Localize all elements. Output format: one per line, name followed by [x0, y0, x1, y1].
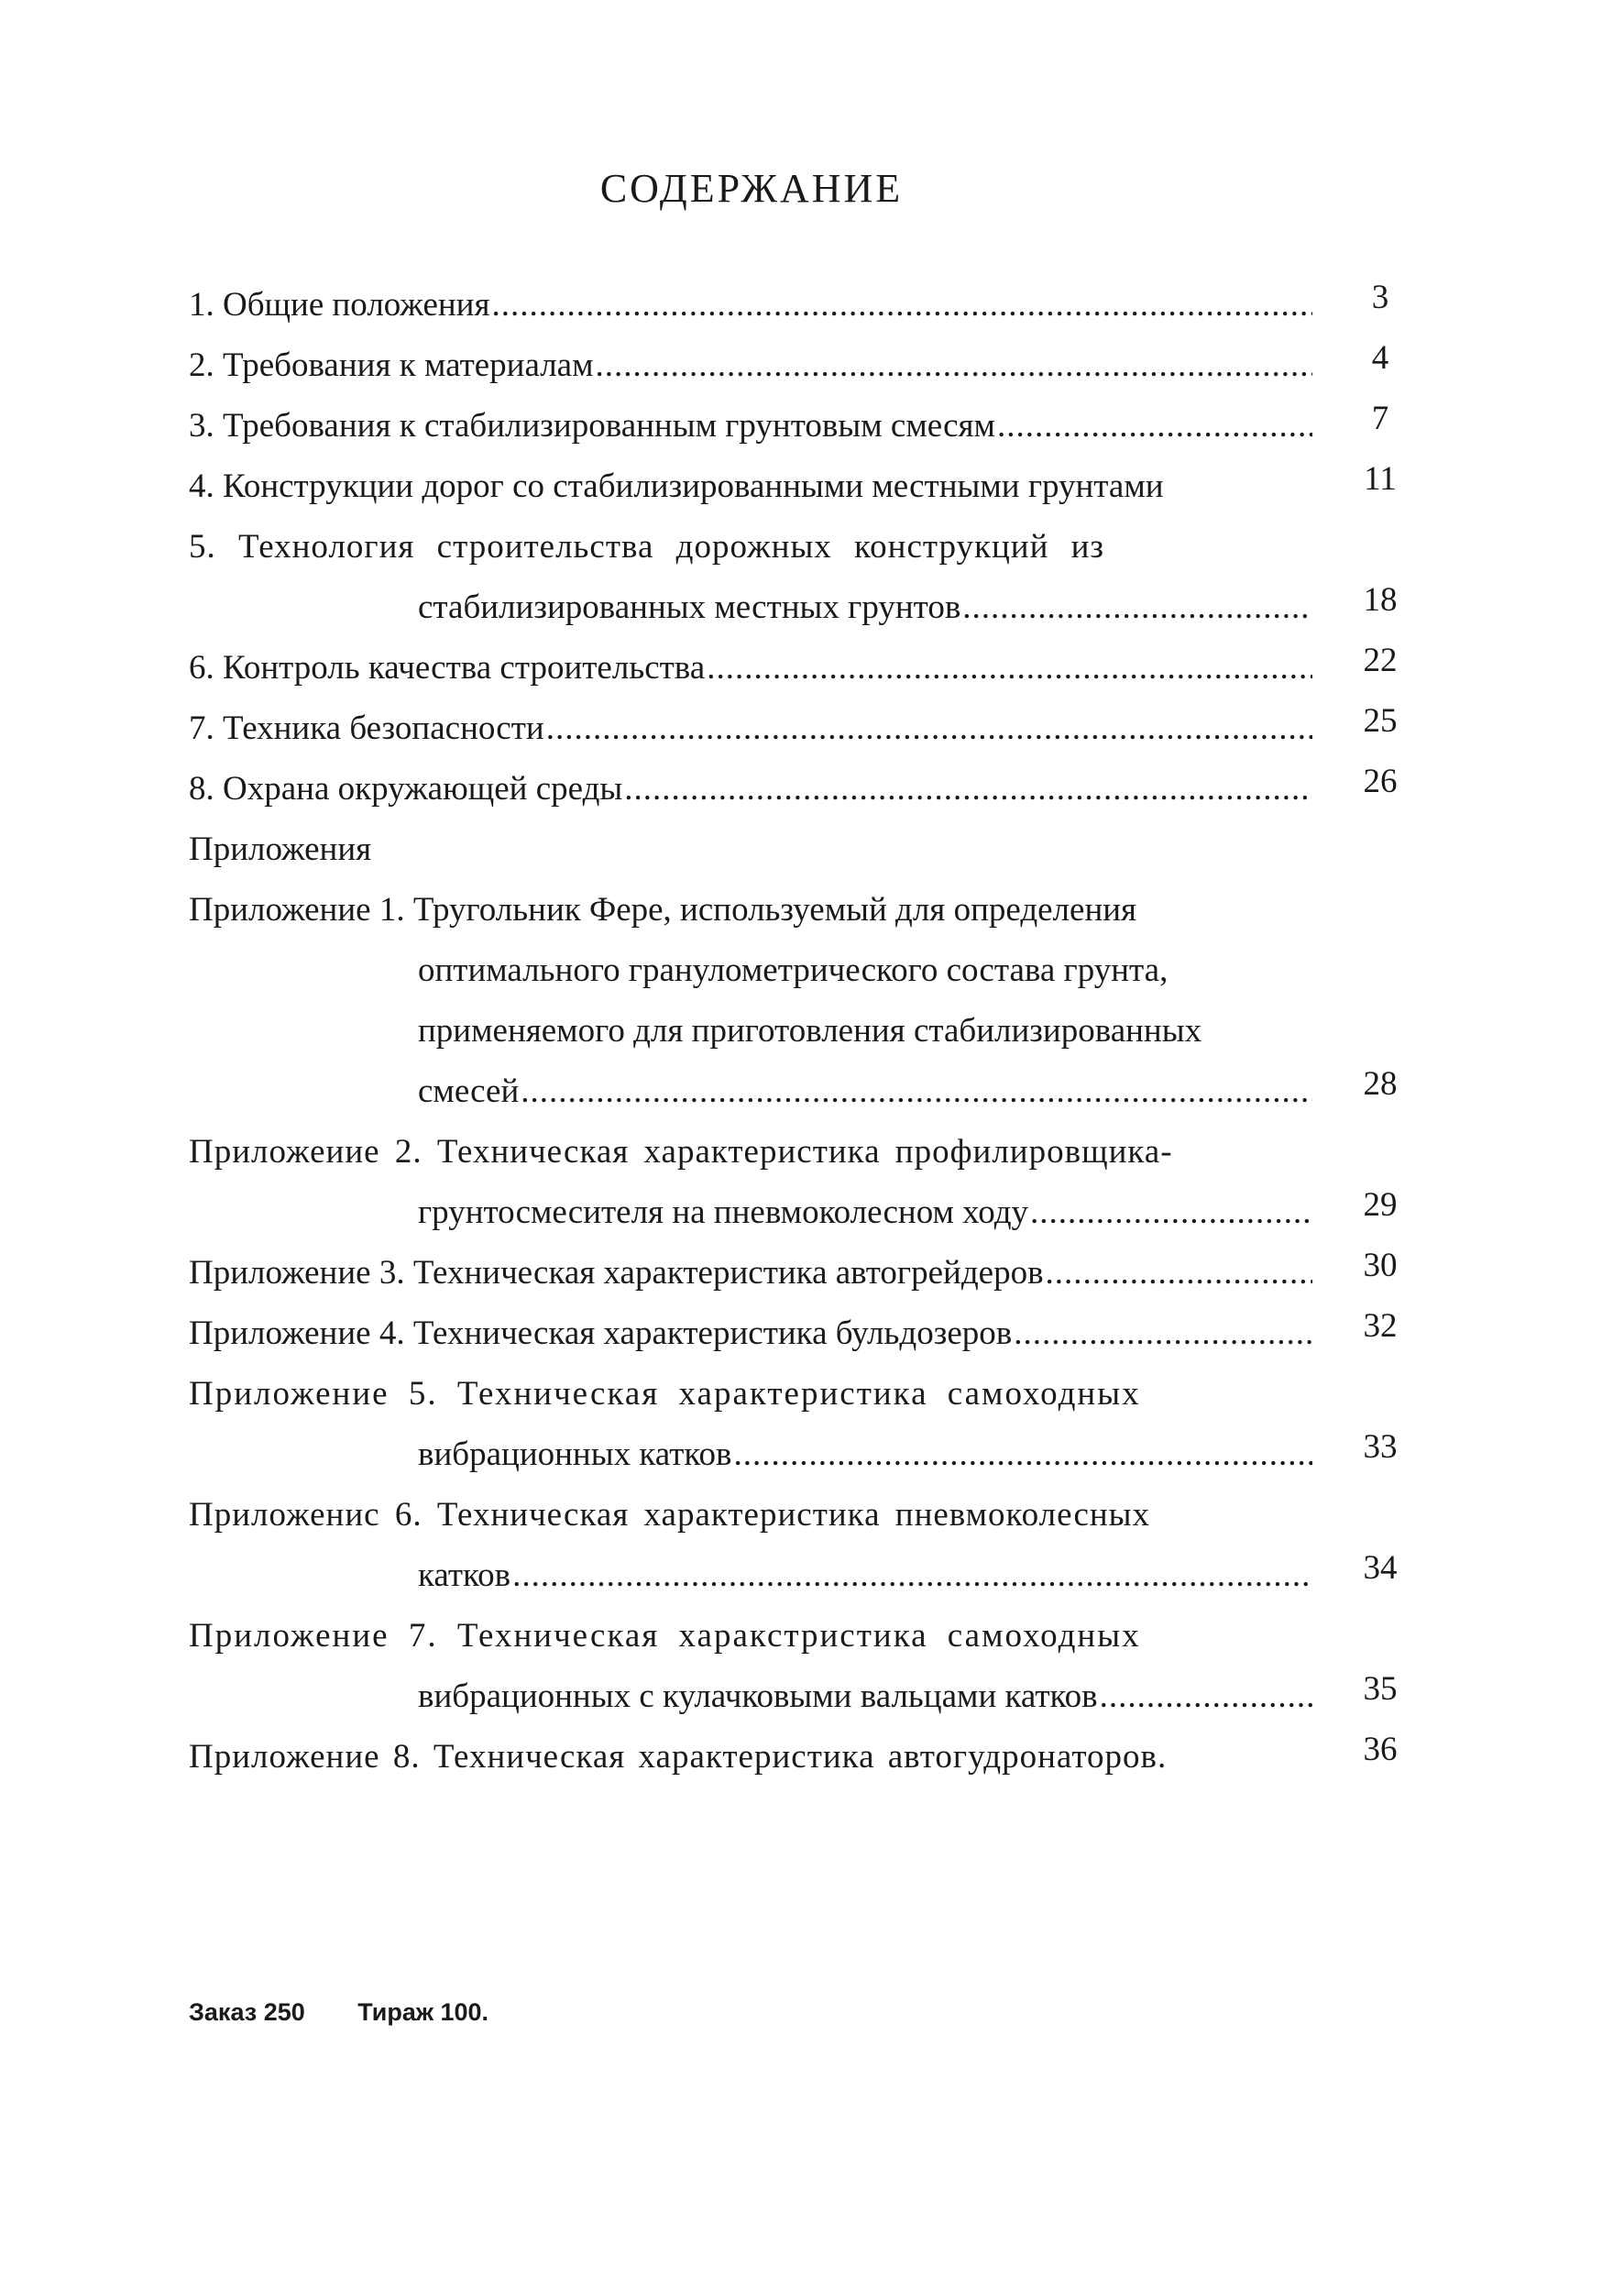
toc-page-number: 32	[1363, 1307, 1398, 1345]
toc-entry-text: применяемого для приготовления стабилизированных	[418, 1012, 1202, 1050]
toc-entry	[189, 940, 1408, 1001]
toc-entry	[189, 275, 1408, 336]
toc-entry	[189, 1304, 1408, 1364]
toc-leader-dots	[733, 1424, 1312, 1485]
toc-entry-text: 1. Общие положения	[189, 286, 490, 324]
toc-entry-text: 6. Контроль качества строительства	[189, 649, 706, 687]
toc-entry-text: 4. Конструкции дорог со стабилизированными местными грунтами	[189, 468, 1164, 505]
toc-entry	[189, 1666, 1408, 1727]
toc-entry-text: Приложение 3. Техническая характеристика автогрейдеров	[189, 1254, 1044, 1292]
toc-entry-text: 2. Требования к материалам	[189, 346, 594, 384]
toc-entry	[189, 1424, 1408, 1485]
table-of-contents	[189, 275, 1408, 1788]
toc-entry-text: Приложение 5. Техническая характеристика самоходных	[189, 1375, 1141, 1413]
toc-entry	[189, 1182, 1408, 1243]
imprint-footer	[189, 1998, 534, 2027]
toc-leader-dots	[512, 1546, 1312, 1606]
toc-page-number: 7	[1371, 400, 1389, 437]
toc-entry	[189, 517, 1408, 578]
toc-entry	[189, 638, 1408, 698]
toc-page-number: 4	[1371, 339, 1389, 377]
toc-leader-dots	[1100, 1666, 1312, 1727]
toc-entry-text: Приложенис 6. Техническая характеристика пневмоколесных	[189, 1496, 1151, 1534]
toc-entry-text: вибрационных с кулачковыми вальцами катков	[418, 1678, 1098, 1715]
toc-entry-text: оптимального гранулометрического состава грунта,	[418, 952, 1169, 989]
toc-entry	[189, 1606, 1408, 1666]
toc-leader-dots	[596, 336, 1312, 396]
toc-leader-dots	[546, 698, 1312, 759]
toc-entry-text: стабилизированных местных грунтов	[418, 588, 961, 626]
order-number: Заказ 250	[189, 1998, 305, 2026]
toc-entry	[189, 1485, 1408, 1546]
toc-entry	[189, 396, 1408, 456]
toc-page-number: 33	[1363, 1428, 1398, 1466]
toc-page-number: 36	[1363, 1731, 1398, 1768]
toc-entry-text: 8. Охрана окружающей среды	[189, 770, 623, 808]
toc-entry	[189, 456, 1408, 517]
toc-entry-text: Приложеиие 2. Техническая характеристика профилировщика-	[189, 1133, 1173, 1171]
toc-entry-text: Приложение 4. Техническая характеристика бульдозеров	[189, 1314, 1013, 1352]
toc-entry-text: Приложение 1. Тругольник Фере, используемый для определения	[189, 891, 1137, 929]
toc-leader-dots	[1014, 1304, 1312, 1364]
toc-page-number: 26	[1363, 763, 1398, 800]
toc-entry-text: грунтосмесителя на пневмоколесном ходу	[418, 1194, 1029, 1231]
toc-leader-dots	[491, 275, 1312, 336]
toc-page-number: 18	[1363, 581, 1398, 619]
toc-page-number: 34	[1363, 1549, 1398, 1587]
toc-page-number: 25	[1363, 702, 1398, 740]
toc-leader-dots	[521, 1062, 1312, 1122]
toc-entry-text: Приложение 8. Техническая характеристика автогудронаторов.	[189, 1738, 1168, 1776]
toc-page-number: 3	[1371, 279, 1389, 316]
toc-entry-text: катков	[418, 1556, 511, 1594]
toc-entry	[189, 880, 1408, 940]
toc-page-number: 28	[1363, 1065, 1398, 1103]
toc-leader-dots	[997, 396, 1312, 456]
toc-leader-dots	[707, 638, 1312, 698]
toc-entry-text: Приложение 7. Техническая харакстристика самоходных	[189, 1617, 1141, 1655]
toc-leader-dots	[1030, 1182, 1312, 1243]
toc-entry-text: Приложения	[189, 830, 372, 868]
toc-page-number: 11	[1364, 460, 1397, 498]
toc-leader-dots	[962, 578, 1312, 638]
toc-entry	[189, 578, 1408, 638]
toc-entry-text: смесей	[418, 1072, 520, 1110]
toc-entry	[189, 698, 1408, 759]
toc-page-number: 29	[1363, 1186, 1398, 1224]
toc-page-number: 35	[1363, 1670, 1398, 1708]
toc-entry	[189, 1364, 1408, 1424]
toc-entry	[189, 1122, 1408, 1182]
toc-entry	[189, 1001, 1408, 1062]
toc-entry-text: 3. Требования к стабилизированным грунтовым смесям	[189, 407, 995, 445]
toc-entry	[189, 1243, 1408, 1304]
toc-page-number: 22	[1363, 642, 1398, 679]
toc-entry	[189, 336, 1408, 396]
toc-entry	[189, 1727, 1408, 1788]
toc-entry-text: 7. Техника безопасности	[189, 710, 544, 747]
toc-entry	[189, 1546, 1408, 1606]
print-run: Тираж 100.	[357, 1998, 489, 2026]
toc-leader-dots	[624, 759, 1312, 820]
toc-entry	[189, 1062, 1408, 1122]
toc-entry-text: 5. Технология строительства дорожных конструкций из	[189, 528, 1105, 566]
page-title: СОДЕРЖАНИЕ	[599, 166, 904, 211]
toc-entry-text: вибрационных катков	[418, 1436, 732, 1473]
toc-leader-dots	[1046, 1243, 1312, 1304]
toc-page-number: 30	[1363, 1247, 1398, 1284]
toc-entry	[189, 759, 1408, 820]
toc-section-heading	[189, 820, 1408, 880]
